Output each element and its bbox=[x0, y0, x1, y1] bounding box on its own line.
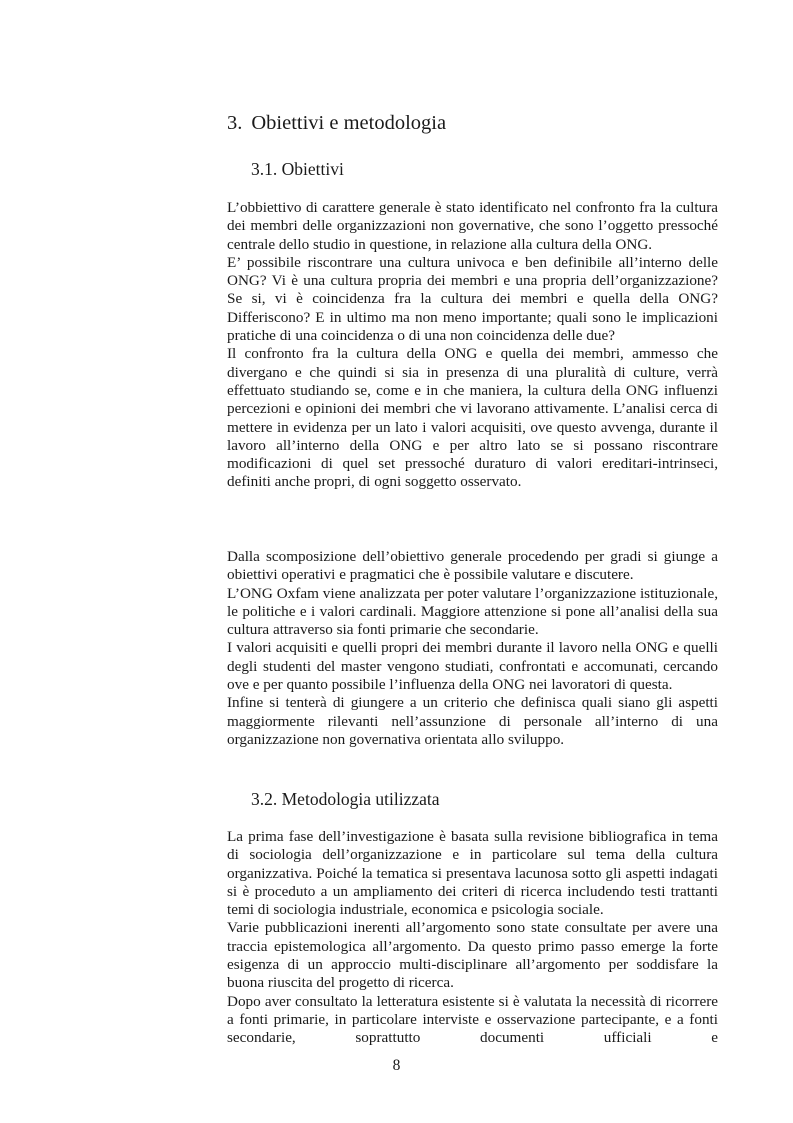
page-number: 8 bbox=[392, 1057, 401, 1074]
paragraph: La prima fase dell’investigazione è basata sulla revisione bibliografica in tema di sociologia dell’organizzazione e in particolare sul tema della cultura organizzativa. Poiché la tematica si presentava lacunosa sotto gli aspetti indagati si è proceduto a un ampliamento dei criteri di ricerca includendo testi trattanti temi di sociologia industriale, economica e psicologia sociale. bbox=[227, 828, 718, 919]
section-body-metodologia bbox=[227, 828, 718, 1048]
section-title-metodologia: 3.2. Metodologia utilizzata bbox=[251, 789, 440, 809]
paragraph: I valori acquisiti e quelli propri dei membri durante il lavoro nella ONG e quelli degli studenti del master vengono studiati, confrontati e accomunati, cercando ove e per quanto possibile l’influenza della ONG nei lavoratori di questa. bbox=[227, 639, 718, 694]
chapter-title-text: Obiettivi e metodologia bbox=[251, 112, 447, 134]
paragraph: Infine si tenterà di giungere a un criterio che definisca quali siano gli aspetti maggiormente rilevanti nell’assunzione di personale all’interno di una organizzazione non governativa orientata allo sviluppo. bbox=[227, 694, 718, 748]
paragraph: L’obbiettivo di carattere generale è stato identificato nel confronto fra la cultura dei membri delle organizzazioni non governative, che sono l’oggetto pressoché centrale dello studio in questione, in relazione alla cultura della ONG. bbox=[227, 199, 718, 253]
section-body-obiettivi-part1 bbox=[227, 199, 718, 492]
paragraph: E’ possibile riscontrare una cultura univoca e ben definibile all’interno delle ONG? Vi è una cultura propria dei membri e una propria dell’organizzazione? Se si, vi è coincidenza fra la cultura dei membri e quella della ONG? Differiscono? E in ultimo ma non meno importante; quali sono le implicazioni pratiche di una coincidenza o di una non coincidenza delle due? bbox=[227, 253, 718, 345]
chapter-number: 3. bbox=[227, 112, 243, 134]
section-body-obiettivi-part2 bbox=[227, 548, 718, 749]
section-title-obiettivi: 3.1. Obiettivi bbox=[251, 159, 344, 179]
paragraph: Varie pubblicazioni inerenti all’argomento sono state consultate per avere una traccia epistemologica all’argomento. Da questo primo passo emerge la forte esigenza di un approccio multi-disciplinare all’argomento per soddisfare la buona riuscita del progetto di ricerca. bbox=[227, 919, 718, 992]
paragraph: L’ONG Oxfam viene analizzata per poter valutare l’organizzazione istituzionale, le politiche e i valori cardinali. Maggiore attenzione si pone all’analisi della sua cultura attraverso sia fonti primarie che secondarie. bbox=[227, 584, 718, 639]
paragraph: Dalla scomposizione dell’obiettivo generale procedendo per gradi si giunge a obiettivi operativi e pragmatici che è possibile valutare e discutere. bbox=[227, 548, 718, 584]
paragraph: Dopo aver consultato la letteratura esistente si è valutata la necessità di ricorrere a fonti primarie, in particolare interviste e osservazione partecipante, e a fonti secondarie, soprattutto documenti ufficiali e bbox=[227, 992, 718, 1047]
chapter-title bbox=[227, 112, 446, 135]
paragraph: Il confronto fra la cultura della ONG e quella dei membri, ammesso che divergano e che quindi si sia in presenza di una pluralità di culture, verrà effettuato studiando se, come e in che maniera, la cultura della ONG influenzi percezioni e opinioni dei membri che vi lavorano attivamente. L’analisi cerca di mettere in evidenza per un lato i valori acquisiti, ove questo avvenga, durante il lavoro all’interno della ONG e per altro lato se si possano riscontrare modificazioni di quel set pressoché duraturo di valori ereditari-intrinseci, definiti anche propri, di ogni soggetto osservato. bbox=[227, 345, 718, 491]
